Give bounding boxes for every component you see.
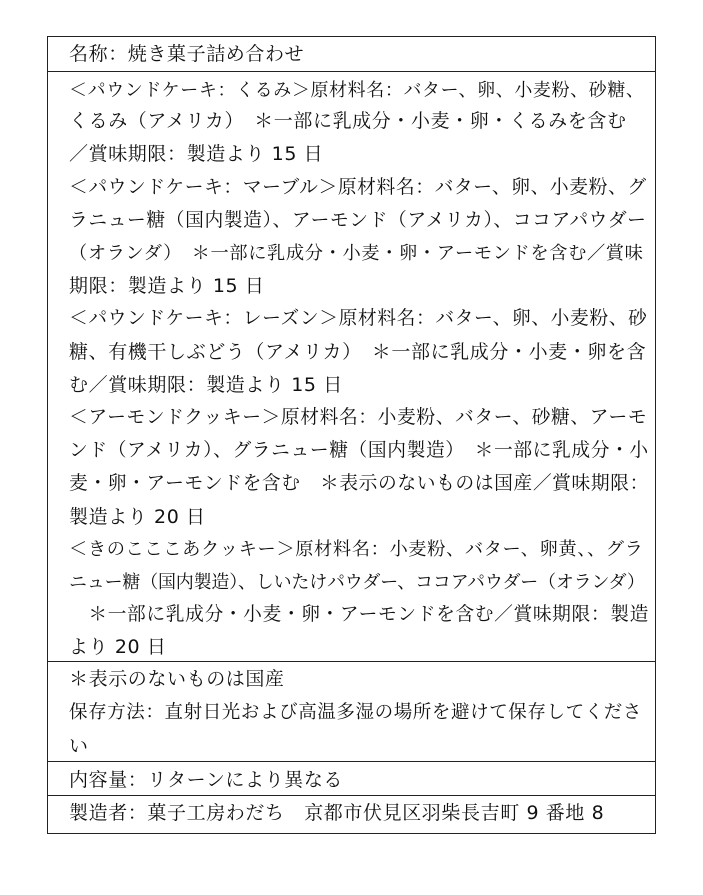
ingredient-line: ＜パウンドケーキ：マーブル＞原材料名：バター、卵、小麦粉、グ xyxy=(69,177,647,198)
ingredient-line: （オランダ） ＊一部に乳成分・小麦・卵・アーモンドを含む／賞味 xyxy=(69,243,644,264)
divider-after-name xyxy=(48,71,655,72)
ingredient-line: くるみ（アメリカ） ＊一部に乳成分・小麦・卵・くるみを含む xyxy=(69,110,627,132)
manufacturer: 製造者：菓子工房わだち 京都市伏見区羽柴長吉町 9 番地 8 xyxy=(69,802,605,824)
divider-after-ingredients xyxy=(48,661,655,662)
ingredient-line: より 20 日 xyxy=(69,636,167,658)
ingredient-line: 期限：製造より 15 日 xyxy=(69,275,265,297)
origin-note: ＊表示のないものは国産 xyxy=(69,668,285,690)
ingredient-line: ニュー糖（国内製造）、しいたけパウダー、ココアパウダー（オランダ） xyxy=(69,572,645,593)
ingredient-line: 糖、有機干しぶどう（アメリカ） ＊一部に乳成分・小麦・卵を含 xyxy=(69,341,647,363)
ingredient-line: 製造より 20 日 xyxy=(69,506,206,528)
product-name: 名称：焼き菓子詰め合わせ xyxy=(69,43,305,65)
ingredient-line: ラニュー糖（国内製造）、アーモンド（アメリカ）、ココアパウダー xyxy=(69,210,647,231)
storage-instruction: い xyxy=(69,735,89,757)
divider-after-content xyxy=(48,795,655,796)
food-label-box xyxy=(47,36,656,834)
content-quantity: 内容量：リターンにより異なる xyxy=(69,769,344,791)
ingredient-line: む／賞味期限：製造より 15 日 xyxy=(69,374,343,396)
ingredient-line: ／賞味期限：製造より 15 日 xyxy=(69,143,324,165)
ingredient-line: ＜パウンドケーキ：くるみ＞原材料名：バター、卵、小麦粉、砂糖、 xyxy=(69,80,645,101)
ingredient-line: ＜パウンドケーキ：レーズン＞原材料名：バター、卵、小麦粉、砂 xyxy=(69,308,648,329)
storage-instruction: 保存方法：直射日光および高温多湿の場所を避けて保存してくださ xyxy=(69,702,643,723)
divider-after-notes xyxy=(48,761,655,762)
ingredient-line: 麦・卵・アーモンドを含む ＊表示のないものは国産／賞味期限： xyxy=(69,473,649,494)
ingredient-line: ＊一部に乳成分・小麦・卵・アーモンドを含む／賞味期限：製造 xyxy=(69,604,649,625)
ingredient-line: ＜きのこここあクッキー＞原材料名：小麦粉、バター、卵黄、、グラ xyxy=(69,539,644,560)
ingredient-line: ンド（アメリカ）、グラニュー糖（国内製造） ＊一部に乳成分・小 xyxy=(69,440,649,461)
ingredient-line: ＜アーモンドクッキー＞原材料名：小麦粉、バター、砂糖、アーモ xyxy=(69,407,648,428)
